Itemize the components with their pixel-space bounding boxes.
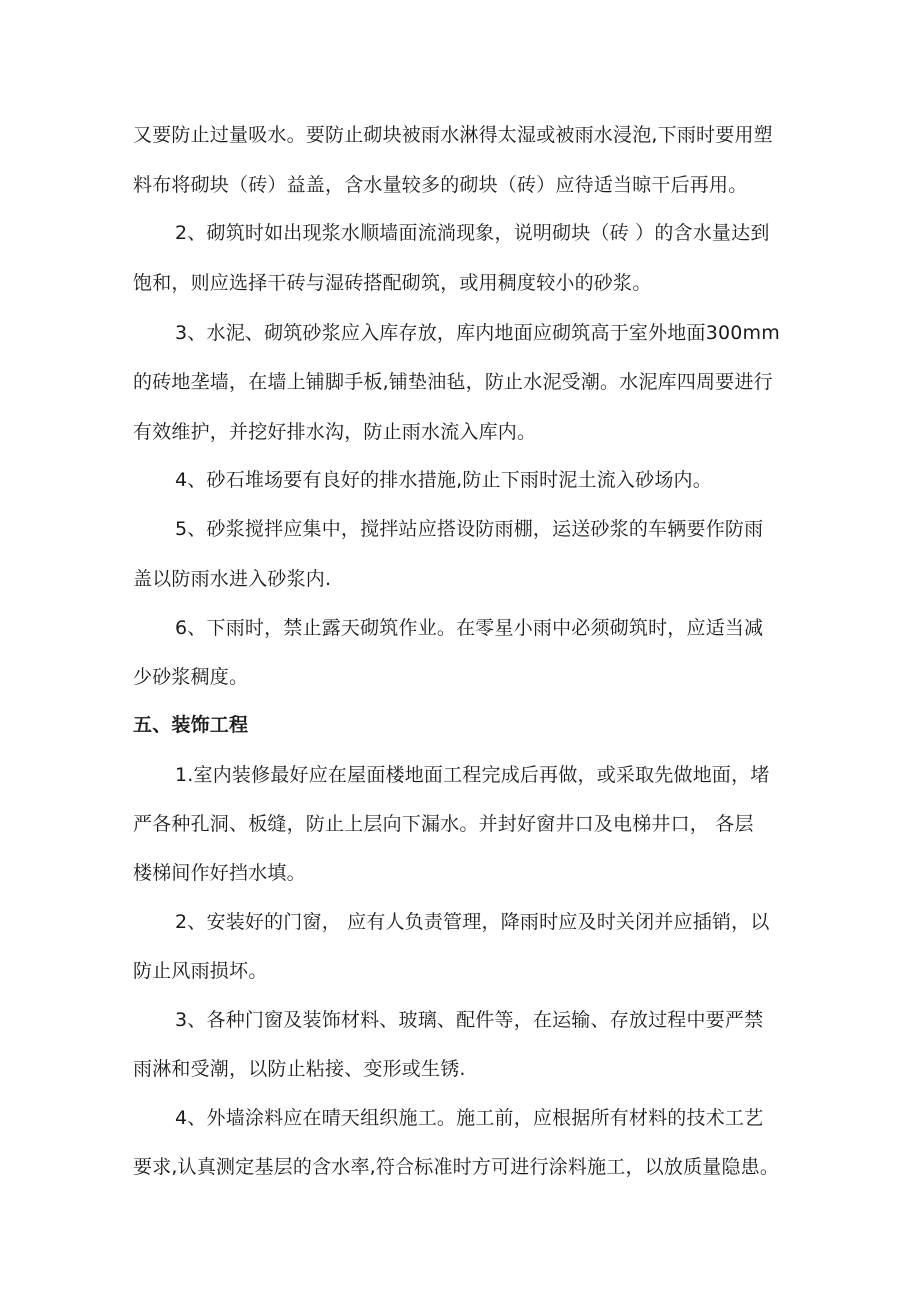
text-line: 楼梯间作好挡水填。 [133, 862, 306, 884]
text-line: 的砖地垄墙，在墙上铺脚手板,铺垫油毡，防止水泥受潮。水泥库四周要进行 [133, 371, 773, 393]
paragraph-line: 4、砂石堆场要有良好的排水措施,防止下雨时泥土流入砂场内。 [175, 469, 712, 491]
text-line: 料布将砌块（砖）益盖，含水量较多的砌块（砖）应待适当晾干后再用。 [133, 174, 748, 196]
paragraph-line: 1.室内装修最好应在屋面楼地面工程完成后再做，或采取先做地面，堵 [175, 764, 770, 786]
text-line: 盖以防雨水进入砂浆内. [133, 568, 332, 590]
paragraph-line: 3、各种门窗及装饰材料、玻璃、配件等，在运输、存放过程中要严禁 [175, 1009, 764, 1031]
paragraph-line: 5、砂浆搅拌应集中，搅拌站应搭设防雨棚，运送砂浆的车辆要作防雨 [175, 518, 764, 540]
text-line: 雨淋和受潮，以防止粘接、变形或生锈. [133, 1058, 466, 1080]
paragraph-line: 2、安装好的门窗， 应有人负责管理，降雨时应及时关闭并应插销，以 [175, 911, 770, 933]
text-line: 防止风雨损坏。 [133, 960, 268, 982]
paragraph-line: 3、水泥、砌筑砂浆应入库存放，库内地面应砌筑高于室外地面300mm [175, 322, 780, 344]
text-line: 有效维护，并挖好排水沟，防止雨水流入库内。 [133, 421, 537, 443]
paragraph-line: 4、外墙涂料应在晴天组织施工。施工前，应根据所有材料的技术工艺 [175, 1107, 764, 1129]
paragraph-line: 2、砌筑时如出现浆水顺墙面流淌现象，说明砌块（砖 ）的含水量达到 [175, 222, 770, 244]
text-line: 要求,认真测定基层的含水率,符合标准时方可进行涂料施工，以放质量隐患。 [133, 1156, 780, 1178]
text-line: 饱和，则应选择干砖与湿砖搭配砌筑，或用稠度较小的砂浆。 [133, 272, 652, 294]
text-line: 少砂浆稠度。 [133, 666, 249, 688]
text-line: 又要防止过量吸水。要防止砌块被雨水淋得太湿或被雨水浸泡,下雨时要用塑 [133, 124, 773, 146]
paragraph-line: 6、下雨时，禁止露天砌筑作业。在零星小雨中必须砌筑时，应适当减 [175, 617, 764, 639]
section-heading: 五、装饰工程 [133, 714, 249, 736]
text-line: 严各种孔洞、板缝，防止上层向下漏水。并封好窗井口及电梯井口， 各层 [133, 813, 754, 835]
